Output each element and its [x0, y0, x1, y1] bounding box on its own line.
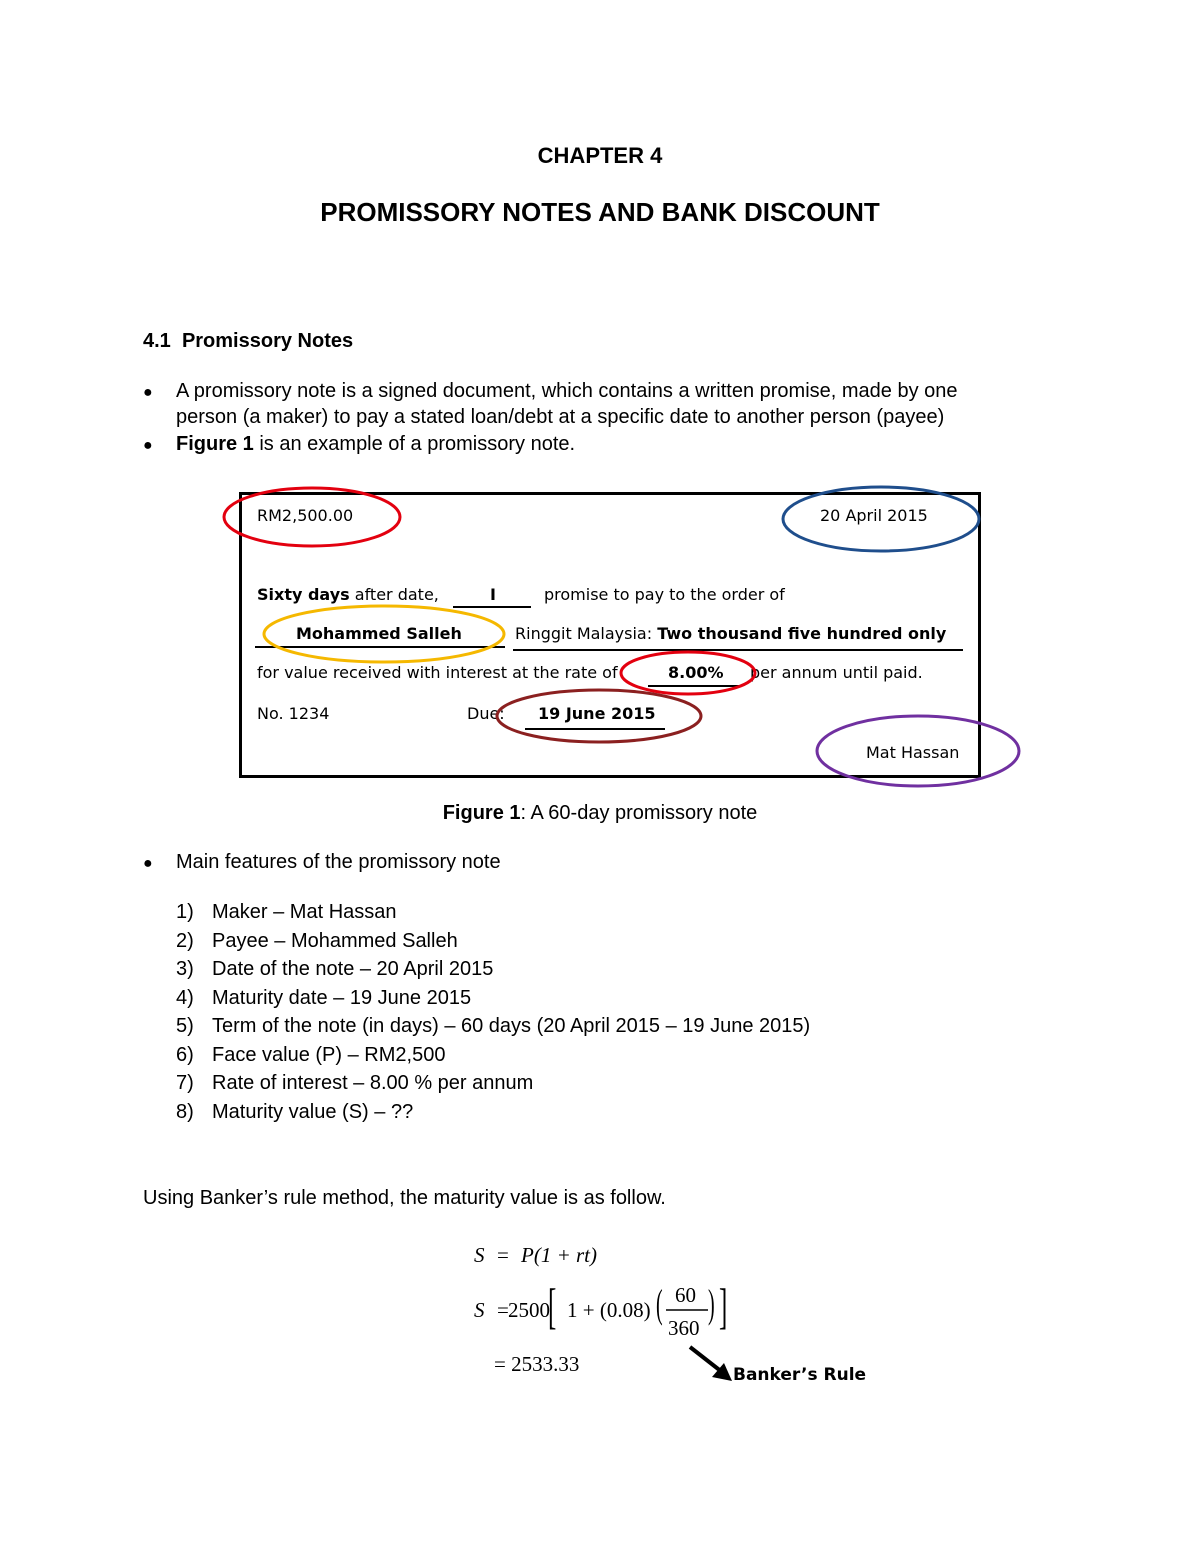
- bullet-icon: ●: [143, 384, 153, 401]
- due-date-circle: [497, 690, 701, 742]
- note-due-label: Due:: [467, 704, 505, 723]
- page-title: PROMISSORY NOTES AND BANK DISCOUNT: [320, 197, 880, 227]
- bullet-icon: ●: [143, 855, 153, 872]
- feature-item: Maturity date – 19 June 2015: [212, 986, 472, 1009]
- note-due-date: 19 June 2015: [538, 704, 656, 723]
- feature-number: 3): [176, 958, 194, 980]
- formula-1-eq: =: [497, 1243, 509, 1267]
- figure-reference-bold: Figure 1: [176, 433, 254, 455]
- figure-reference-text: is an example of a promissory note.: [253, 433, 576, 455]
- formula-left-bracket: [: [548, 1278, 557, 1334]
- section-number: 4.1: [143, 330, 171, 352]
- formula-right-paren: ): [708, 1281, 715, 1326]
- formula-right-bracket: ]: [719, 1278, 728, 1334]
- payee-circle: [264, 606, 504, 662]
- feature-number: 1): [176, 901, 194, 923]
- bankers-rule-label: Banker’s Rule: [733, 1365, 867, 1385]
- definition-line-1: A promissory note is a signed document, which contains a written promise, made by one: [176, 380, 958, 402]
- feature-item: Term of the note (in days) – 60 days (20 April 2015 – 19 June 2015): [212, 1015, 811, 1037]
- note-amount: RM2,500.00: [257, 506, 354, 525]
- note-per-annum: per annum until paid.: [750, 663, 923, 682]
- bankers-rule-arrow-line: [690, 1347, 722, 1372]
- amount-circle: [224, 488, 400, 546]
- feature-number: 7): [176, 1072, 194, 1094]
- method-text: Using Banker’s rule method, the maturity value is as follow.: [143, 1187, 666, 1209]
- feature-number: 2): [176, 929, 194, 952]
- formula-numerator: 60: [675, 1283, 696, 1307]
- formula-result: = 2533.33: [494, 1352, 580, 1376]
- feature-item: Rate of interest – 8.00 % per annum: [212, 1072, 534, 1094]
- formula-denominator: 360: [668, 1316, 700, 1340]
- note-rate: 8.00%: [668, 663, 724, 682]
- formula-2-eq: =: [497, 1298, 509, 1322]
- formula-one-plus: 1 + (0.08): [567, 1298, 651, 1322]
- feature-item: Maker – Mat Hassan: [212, 901, 397, 923]
- section-title: Promissory Notes: [181, 330, 354, 352]
- feature-item: Maturity value (S) – ??: [212, 1100, 414, 1123]
- formula-2-lhs: S: [474, 1298, 485, 1322]
- figure-caption: [0, 802, 1200, 825]
- formula-1-lhs: S: [474, 1243, 485, 1267]
- date-circle: [783, 487, 979, 551]
- formula-1-rhs: P(1 + rt): [521, 1243, 597, 1267]
- note-number: No. 1234: [257, 704, 330, 723]
- maker-circle: [817, 716, 1019, 786]
- ringgit-label: Ringgit Malaysia:: [515, 624, 658, 643]
- bullet-icon: ●: [143, 437, 153, 454]
- feature-item: Payee – Mohammed Salleh: [212, 929, 458, 952]
- features-heading: Main features of the promissory note: [176, 851, 501, 873]
- feature-number: 8): [176, 1100, 194, 1123]
- rate-circle: [621, 652, 755, 694]
- formula-left-paren: (: [656, 1281, 663, 1326]
- formula-2-principal: 2500: [508, 1298, 550, 1322]
- feature-number: 6): [176, 1043, 194, 1066]
- feature-item: Date of the note – 20 April 2015: [212, 958, 494, 980]
- caption-text: : A 60-day promissory note: [520, 802, 758, 824]
- feature-number: 5): [176, 1015, 194, 1037]
- sixty-days-text: Sixty days: [257, 585, 350, 604]
- note-maker: Mat Hassan: [866, 743, 960, 762]
- note-payee: Mohammed Salleh: [296, 624, 462, 643]
- note-i: I: [490, 585, 496, 604]
- amount-words-text: Two thousand five hundred only: [657, 624, 947, 643]
- after-date-text: after date,: [349, 585, 439, 604]
- caption-bold: Figure 1: [442, 802, 521, 824]
- note-for-value: for value received with interest at the rate of: [257, 663, 618, 682]
- definition-line-2: person (a maker) to pay a stated loan/debt at a specific date to another person (payee): [176, 406, 945, 428]
- feature-item: Face value (P) – RM2,500: [212, 1043, 446, 1066]
- note-promise-text: promise to pay to the order of: [544, 585, 785, 604]
- note-date: 20 April 2015: [820, 506, 928, 525]
- feature-number: 4): [176, 986, 194, 1009]
- chapter-label: CHAPTER 4: [537, 143, 663, 168]
